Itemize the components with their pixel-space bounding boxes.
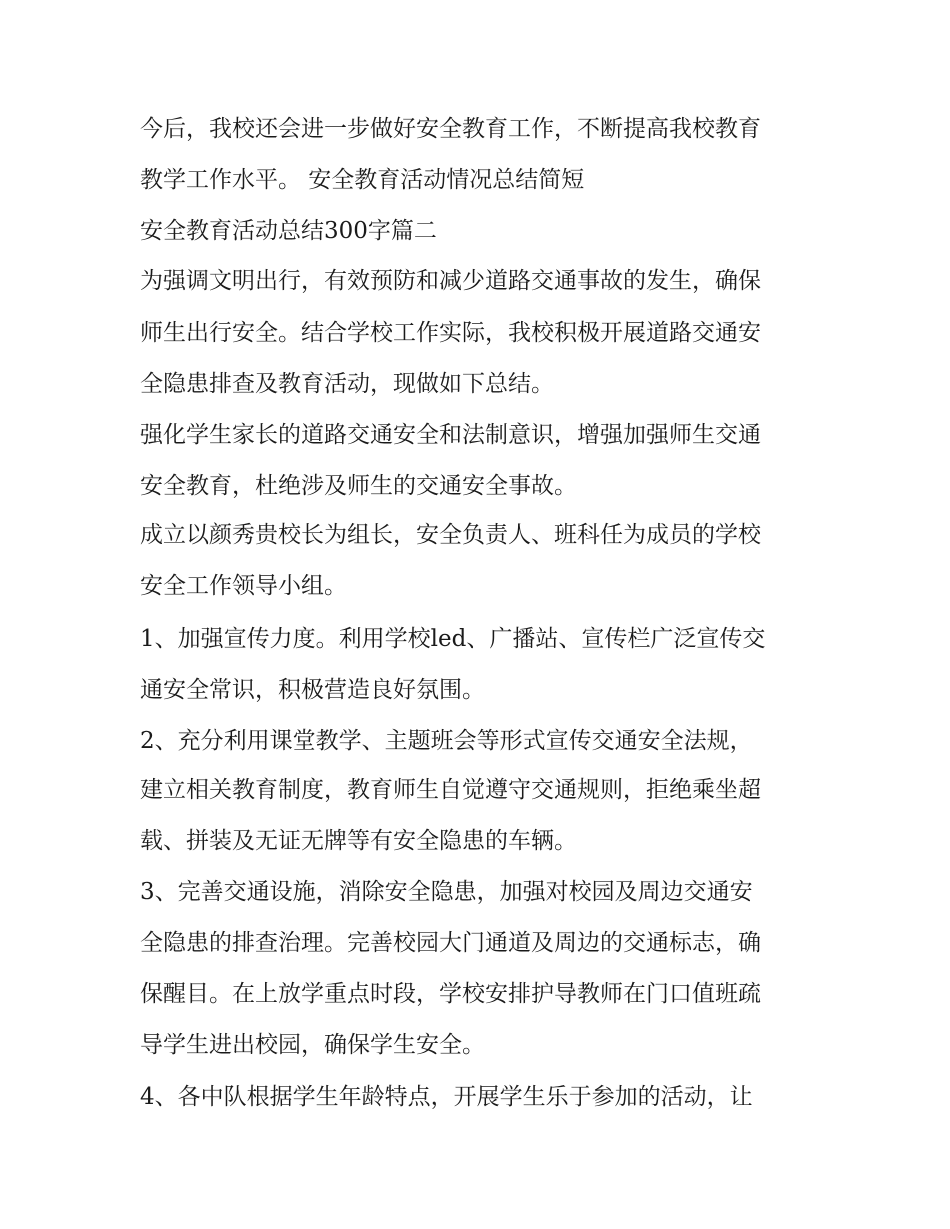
text-line: 全隐患排查及教育活动，现做如下总结。 [140, 371, 554, 397]
text-line: 安全工作领导小组。 [140, 573, 347, 599]
text-line: 安全教育，杜绝涉及师生的交通安全事故。 [140, 473, 577, 499]
text-line: 导学生进出校园，确保学生安全。 [140, 1032, 485, 1058]
text-line: 教学工作水平。 安全教育活动情况总结简短 [140, 167, 585, 193]
text-line: 师生出行安全。结合学校工作实际，我校积极开展道路交通安 [140, 320, 761, 346]
text-line: 成立以颜秀贵校长为组长，安全负责人、班科任为成员的学校 [140, 522, 761, 548]
text-line: 通安全常识，积极营造良好氛围。 [140, 677, 485, 703]
text-line: 强化学生家长的道路交通安全和法制意识，增强加强师生交通 [140, 422, 761, 448]
text-line: 建立相关教育制度，教育师生自觉遵守交通规则，拒绝乘坐超 [140, 777, 761, 803]
text-line: 为强调文明出行，有效预防和减少道路交通事故的发生，确保 [140, 268, 761, 294]
text-line: 今后，我校还会进一步做好安全教育工作，不断提高我校教育 [140, 116, 761, 142]
text-line: 全隐患的排查治理。完善校园大门通道及周边的交通标志，确 [140, 930, 761, 956]
text-line: 1、加强宣传力度。利用学校led、广播站、宣传栏广泛宣传交 [140, 626, 766, 652]
text-line: 4、各中队根据学生年龄特点，开展学生乐于参加的活动，让 [140, 1084, 753, 1110]
text-line: 3、完善交通设施，消除安全隐患，加强对校园及周边交通安 [140, 879, 753, 905]
text-line: 2、充分利用课堂教学、主题班会等形式宣传交通安全法规， [140, 728, 753, 754]
text-line: 安全教育活动总结300字篇二 [140, 218, 437, 244]
text-line: 保醒目。在上放学重点时段，学校安排护导教师在门口值班疏 [140, 981, 761, 1007]
text-line: 载、拼装及无证无牌等有安全隐患的车辆。 [140, 828, 577, 854]
